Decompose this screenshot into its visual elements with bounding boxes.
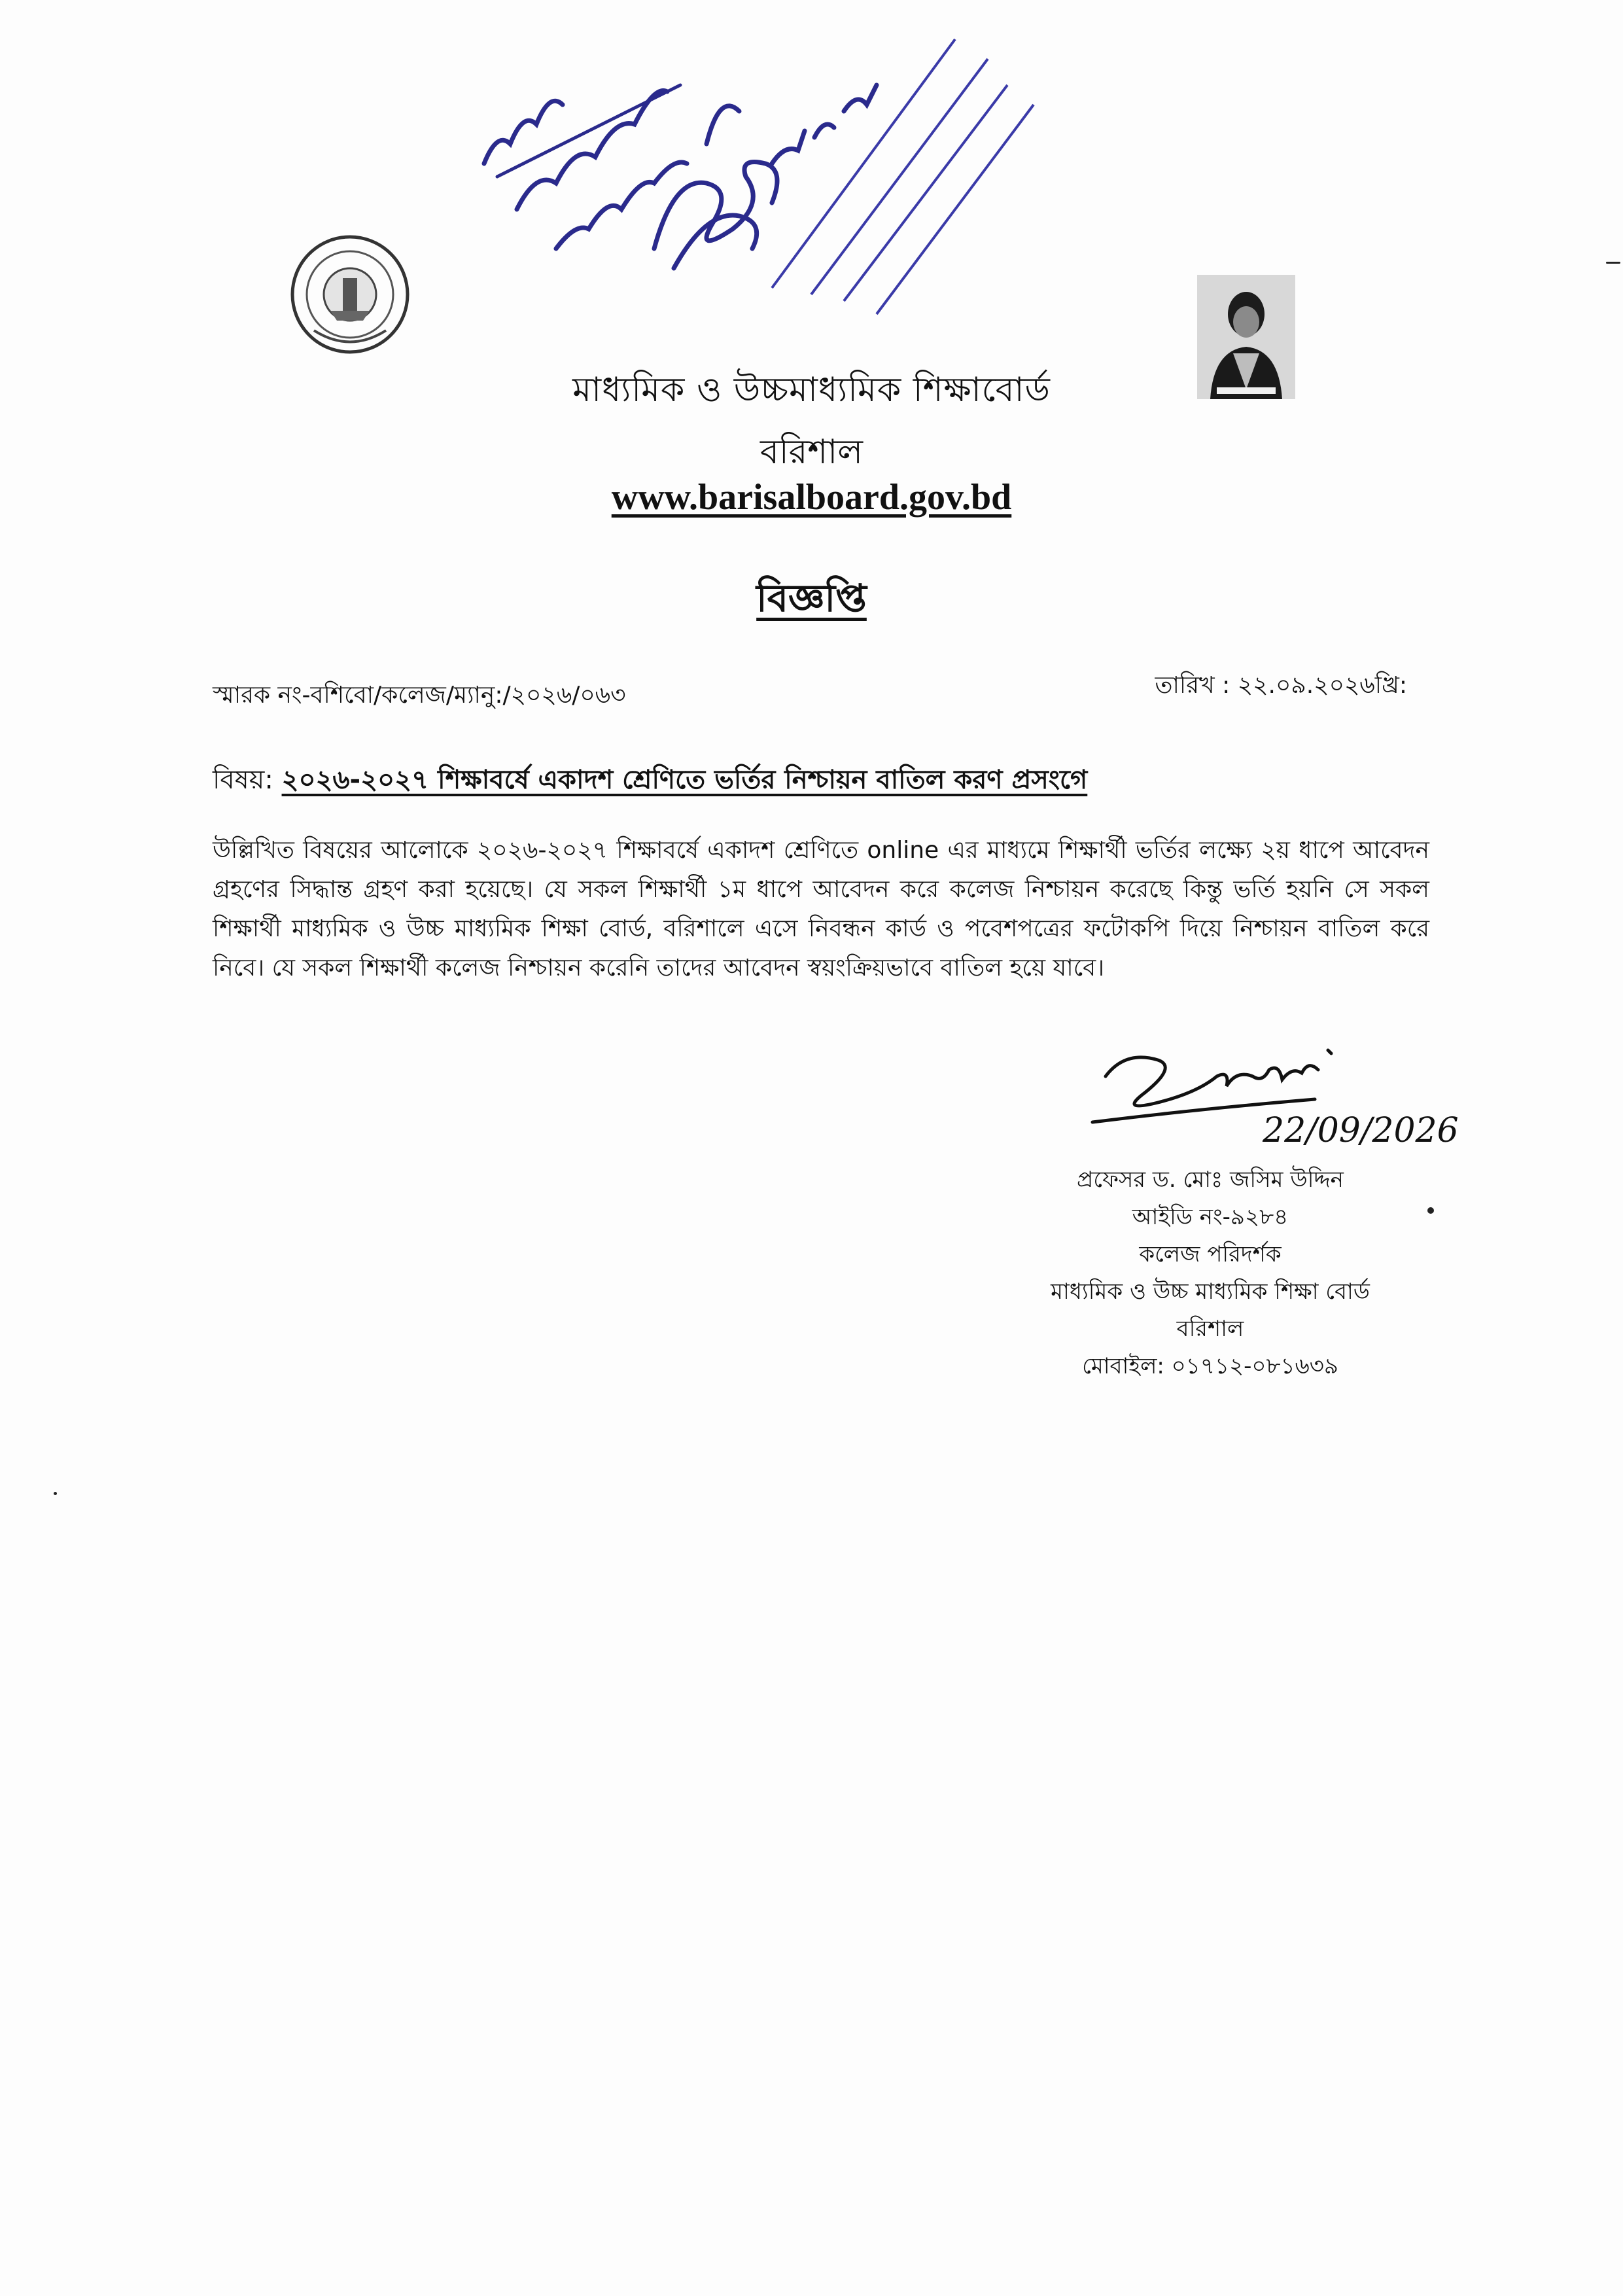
- notice-title: বিজ্ঞপ্তি: [756, 576, 867, 620]
- signature: [1066, 1031, 1485, 1161]
- board-seal-logo: [288, 232, 412, 357]
- signer-id: আইডি নং-৯২৮৪: [1132, 1204, 1289, 1230]
- board-name: মাধ্যমিক ও উচ্চমাধ্যমিক শিক্ষাবোর্ড: [572, 370, 1051, 410]
- signer-office: মাধ্যমিক ও উচ্চ মাধ্যমিক শিক্ষা বোর্ড: [1051, 1279, 1370, 1305]
- signer-designation: কলেজ পরিদর্শক: [1139, 1241, 1282, 1267]
- board-city: বরিশাল: [759, 433, 863, 472]
- received-stamp: [458, 13, 1047, 327]
- signer-city: বরিশাল: [1176, 1316, 1244, 1342]
- subject-line: [213, 759, 1087, 803]
- subject-text: ২০২৬-২০২৭ শিক্ষাবর্ষে একাদশ শ্রেণিতে ভর্তির নিশ্চায়ন বাতিল করণ প্রসংগে: [281, 765, 1088, 795]
- signature-date: 22/09/2026: [1263, 1111, 1459, 1150]
- notice-body: উল্লিখিত বিষয়ের আলোকে ২০২৬-২০২৭ শিক্ষাবর্ষে একাদশ শ্রেণিতে online এর মাধ্যমে শিক্ষার্থী ভর্তির লক্ষ্যে ২য় ধাপে আবেদন গ্রহণের সিদ্ধান্ত গ্রহণ করা হয়েছে। যে সকল শিক্ষার্থী ১ম ধাপে আবেদন করে কলেজ নিশ্চায়ন করেছে কিন্তু ভর্তি হয়নি সে সকল শিক্ষার্থী মাধ্যমিক ও উচ্চ মাধ্যমিক শিক্ষা বোর্ড, বরিশালে এসে নিবন্ধন কার্ড ও পবেশপত্রের ফটোকপি দিয়ে নিশ্চায়ন বাতিল করে নিবে। যে সকল শিক্ষার্থী কলেজ নিশ্চায়ন করেনি তাদের আবেদন স্বয়ংক্রিয়ভাবে বাতিল হয়ে যাবে।: [213, 837, 1429, 981]
- memo-number: স্মারক নং-বশিবো/কলেজ/ম্যানু:/২০২৬/০৬৩: [213, 682, 626, 709]
- signer-mobile: মোবাইল: ০১৭১২-০৮১৬৩৯: [1082, 1353, 1338, 1379]
- scan-speck: [1606, 262, 1620, 264]
- board-website: www.barisalboard.gov.bd: [611, 477, 1012, 518]
- signer-name: প্রফেসর ড. মোঃ জসিম উদ্দিন: [1077, 1167, 1344, 1193]
- scan-speck: [1427, 1207, 1434, 1214]
- scan-speck: [54, 1492, 57, 1495]
- notice-date: তারিখ : ২২.০৯.২০২৬খ্রি:: [1155, 672, 1407, 699]
- subject-label: বিষয়:: [213, 765, 273, 795]
- signer-block: [975, 1161, 1446, 1385]
